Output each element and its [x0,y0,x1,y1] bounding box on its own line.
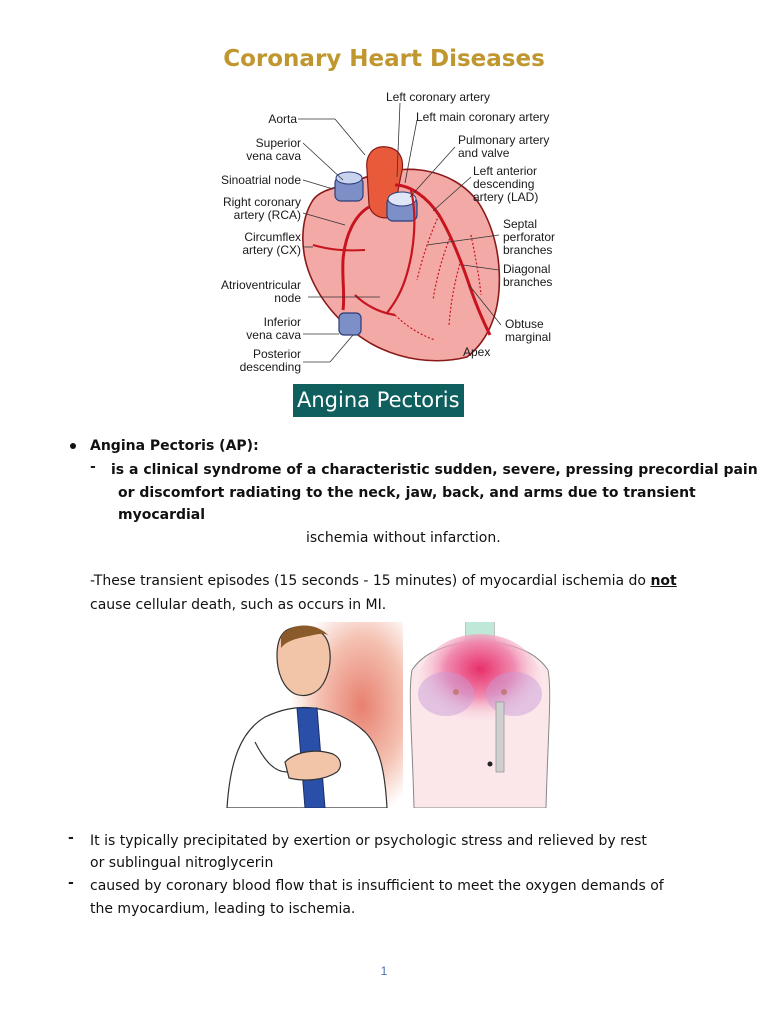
label-lad: Left anterior descending artery (LAD) [473,164,539,204]
definition-line-3: myocardial [118,507,206,523]
label-septal-perforator: Septal perforator branches [503,217,556,257]
label-diagonal-branches: Diagonal branches [503,262,553,289]
label-superior-vena-cava: Superior vena cava [246,136,301,163]
episodes-line-1: -These transient episodes (15 seconds - 15 minutes) of myocardial ischemia do not [90,573,677,589]
point-1-dash: - [68,830,74,846]
label-circumflex: Circumflex artery (CX) [242,230,301,257]
section-heading: Angina Pectoris [293,384,464,417]
chest-pain-radiation-illustration [406,622,554,808]
label-pulmonary-artery: Pulmonary artery and valve [458,133,550,160]
point-2-line-1: caused by coronary blood flow that is insufficient to meet the oxygen demands of [90,878,664,894]
page-title: Coronary Heart Diseases [223,46,545,72]
label-sinoatrial-node: Sinoatrial node [220,173,301,187]
label-left-coronary-artery: Left coronary artery [386,90,491,104]
page-number: 1 [380,964,388,978]
point-1-line-1: It is typically precipitated by exertion or psychologic stress and relieved by rest [90,833,647,849]
definition-line-1: is a clinical syndrome of a characteristic sudden, severe, pressing precordial pain [111,462,758,478]
bullet-term: Angina Pectoris (AP): [90,438,259,454]
point-2-dash: - [68,875,74,891]
label-apex: Apex [463,345,491,359]
label-av-node: Atrioventricular node [220,278,301,305]
heart-anatomy-figure [205,85,575,380]
label-posterior-descending: Posterior descending [239,347,301,374]
point-1-line-2: or sublingual nitroglycerin [90,855,274,871]
definition-line-4: ischemia without infarction. [306,530,501,546]
definition-line-2: or discomfort radiating to the neck, jaw, back, and arms due to transient [118,485,696,501]
label-obtuse-marginal: Obtuse marginal [505,317,552,344]
definition-dash: - [90,459,96,475]
man-chest-pain-illustration [225,622,403,808]
label-inferior-vena-cava: Inferior vena cava [246,315,301,342]
label-left-main-coronary-artery: Left main coronary artery [416,110,550,124]
label-aorta: Aorta [268,112,297,126]
label-rca: Right coronary artery (RCA) [222,195,301,222]
point-2-line-2: the myocardium, leading to ischemia. [90,901,356,917]
episodes-line-2: cause cellular death, such as occurs in MI. [90,597,387,613]
bullet-dot [70,443,76,449]
